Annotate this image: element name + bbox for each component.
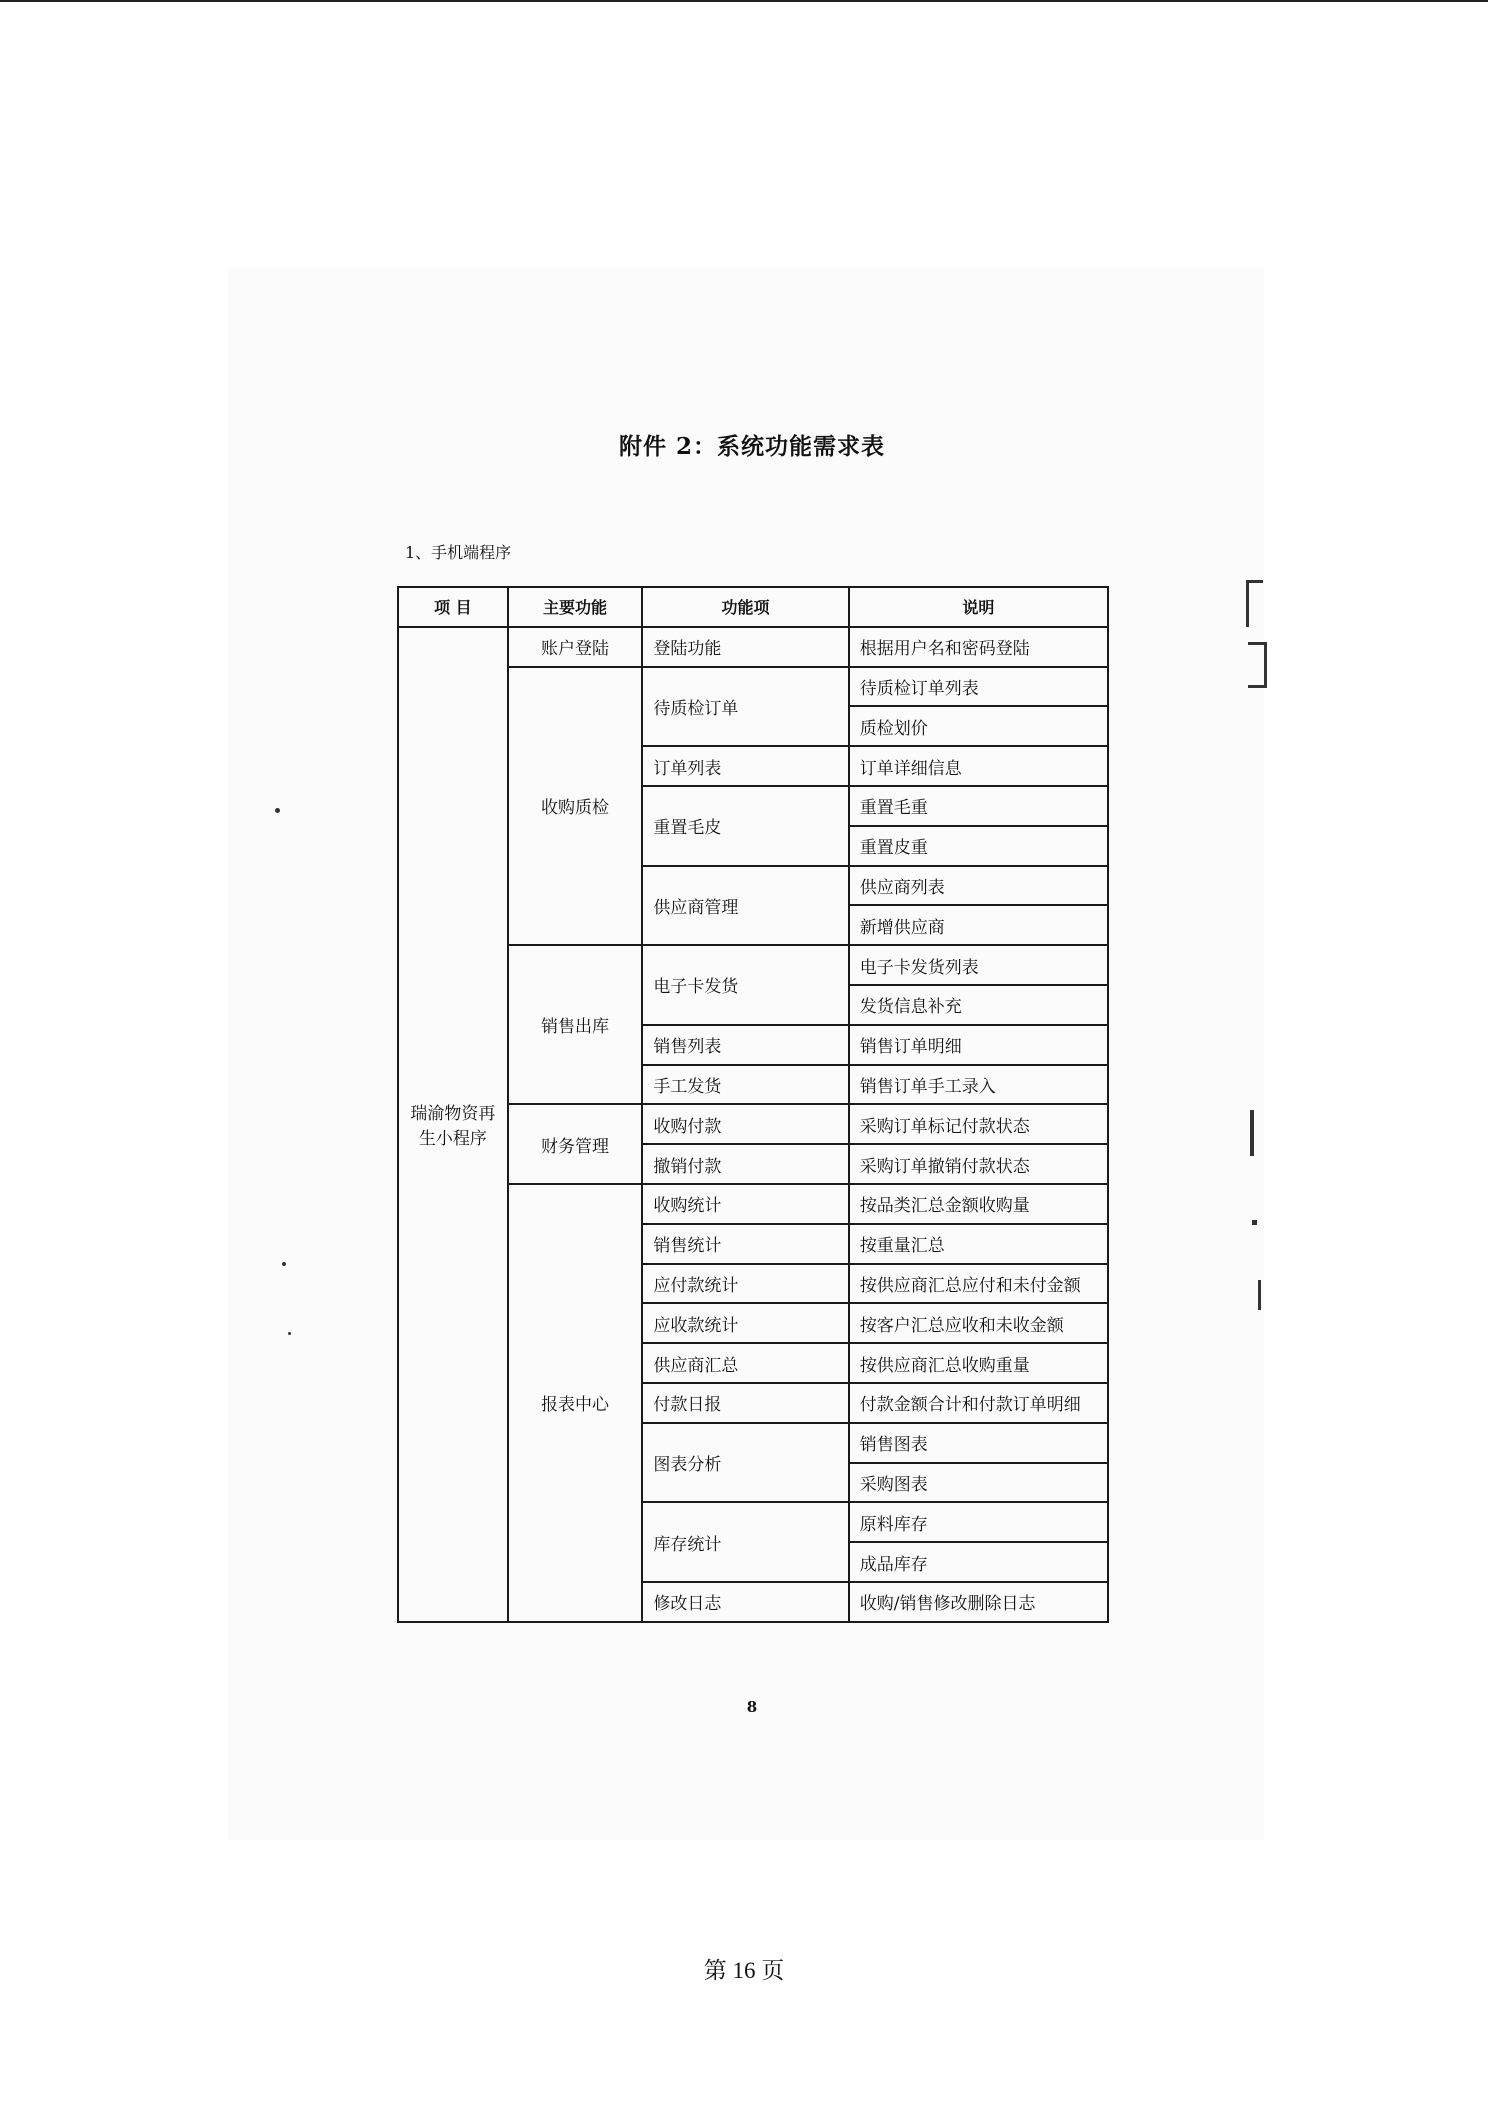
description-cell: 付款金额合计和付款订单明细 [849, 1383, 1108, 1423]
description-cell: 重置皮重 [849, 826, 1108, 866]
description-cell: 销售订单手工录入 [849, 1065, 1108, 1105]
function-item-cell: 库存统计 [642, 1502, 848, 1582]
description-cell: 待质检订单列表 [849, 667, 1108, 707]
description-cell: 原料库存 [849, 1502, 1108, 1542]
description-cell: 按品类汇总金额收购量 [849, 1184, 1108, 1224]
description-cell: 新增供应商 [849, 905, 1108, 945]
function-item-cell: 订单列表 [642, 746, 848, 786]
main-function-cell: 收购质检 [508, 667, 643, 946]
requirements-table [397, 586, 1109, 1623]
description-cell: 成品库存 [849, 1542, 1108, 1582]
scan-speck [288, 1332, 291, 1335]
description-cell: 按客户汇总应收和未收金额 [849, 1303, 1108, 1343]
table-header-row [398, 587, 1108, 627]
function-item-cell: 应付款统计 [642, 1264, 848, 1304]
description-cell: 收购/销售修改删除日志 [849, 1582, 1108, 1622]
description-cell: 电子卡发货列表 [849, 945, 1108, 985]
function-item-cell: 销售列表 [642, 1025, 848, 1065]
function-item-cell: 待质检订单 [642, 667, 848, 747]
scan-edge-marks [1244, 580, 1272, 1340]
scan-mark [1250, 1110, 1254, 1156]
scan-mark [1246, 580, 1263, 627]
inner-page-number: 8 [746, 1698, 758, 1716]
function-item-cell: 登陆功能 [642, 627, 848, 667]
header-project: 项 目 [398, 587, 508, 627]
description-cell: 采购订单标记付款状态 [849, 1104, 1108, 1144]
function-item-cell: 图表分析 [642, 1423, 848, 1503]
scan-mark [1252, 1220, 1257, 1225]
document-title: 附件 2：系统功能需求表 [618, 433, 885, 460]
description-cell: 采购订单撤销付款状态 [849, 1144, 1108, 1184]
description-cell: 重置毛重 [849, 786, 1108, 826]
description-cell: 销售订单明细 [849, 1025, 1108, 1065]
page-footer: 第 16 页 [703, 1958, 785, 1983]
main-function-cell: 报表中心 [508, 1184, 643, 1622]
table-body [398, 627, 1108, 1622]
page-top-border [0, 0, 1488, 2]
section-heading: 1、手机端程序 [405, 543, 512, 562]
function-item-cell: 供应商管理 [642, 866, 848, 946]
description-cell: 供应商列表 [849, 866, 1108, 906]
function-item-cell: 收购统计 [642, 1184, 848, 1224]
function-item-cell: 收购付款 [642, 1104, 848, 1144]
description-cell: 按重量汇总 [849, 1224, 1108, 1264]
function-item-cell: 撤销付款 [642, 1144, 848, 1184]
scan-mark [1248, 642, 1267, 688]
function-item-cell: 重置毛皮 [642, 786, 848, 866]
function-item-cell: 修改日志 [642, 1582, 848, 1622]
function-item-cell: 应收款统计 [642, 1303, 848, 1343]
description-cell: 根据用户名和密码登陆 [849, 627, 1108, 667]
scan-speck [282, 1262, 286, 1266]
header-description: 说明 [849, 587, 1108, 627]
main-function-cell: 账户登陆 [508, 627, 643, 667]
header-function-item: 功能项 [642, 587, 848, 627]
function-item-cell: 销售统计 [642, 1224, 848, 1264]
description-cell: 销售图表 [849, 1423, 1108, 1463]
description-cell: 按供应商汇总收购重量 [849, 1343, 1108, 1383]
scan-speck [275, 808, 280, 813]
description-cell: 采购图表 [849, 1463, 1108, 1503]
description-cell: 质检划价 [849, 706, 1108, 746]
description-cell: 发货信息补充 [849, 985, 1108, 1025]
table-row [398, 627, 1108, 667]
main-function-cell: 财务管理 [508, 1104, 643, 1184]
main-function-cell: 销售出库 [508, 945, 643, 1104]
function-item-cell: 供应商汇总 [642, 1343, 848, 1383]
description-cell: 按供应商汇总应付和未付金额 [849, 1264, 1108, 1304]
function-item-cell: 电子卡发货 [642, 945, 848, 1025]
function-item-cell: 付款日报 [642, 1383, 848, 1423]
scan-mark [1252, 1280, 1261, 1310]
project-cell: 瑞渝物资再生小程序 [398, 627, 508, 1622]
function-item-cell: 手工发货 [642, 1065, 848, 1105]
description-cell: 订单详细信息 [849, 746, 1108, 786]
header-main-function: 主要功能 [508, 587, 643, 627]
